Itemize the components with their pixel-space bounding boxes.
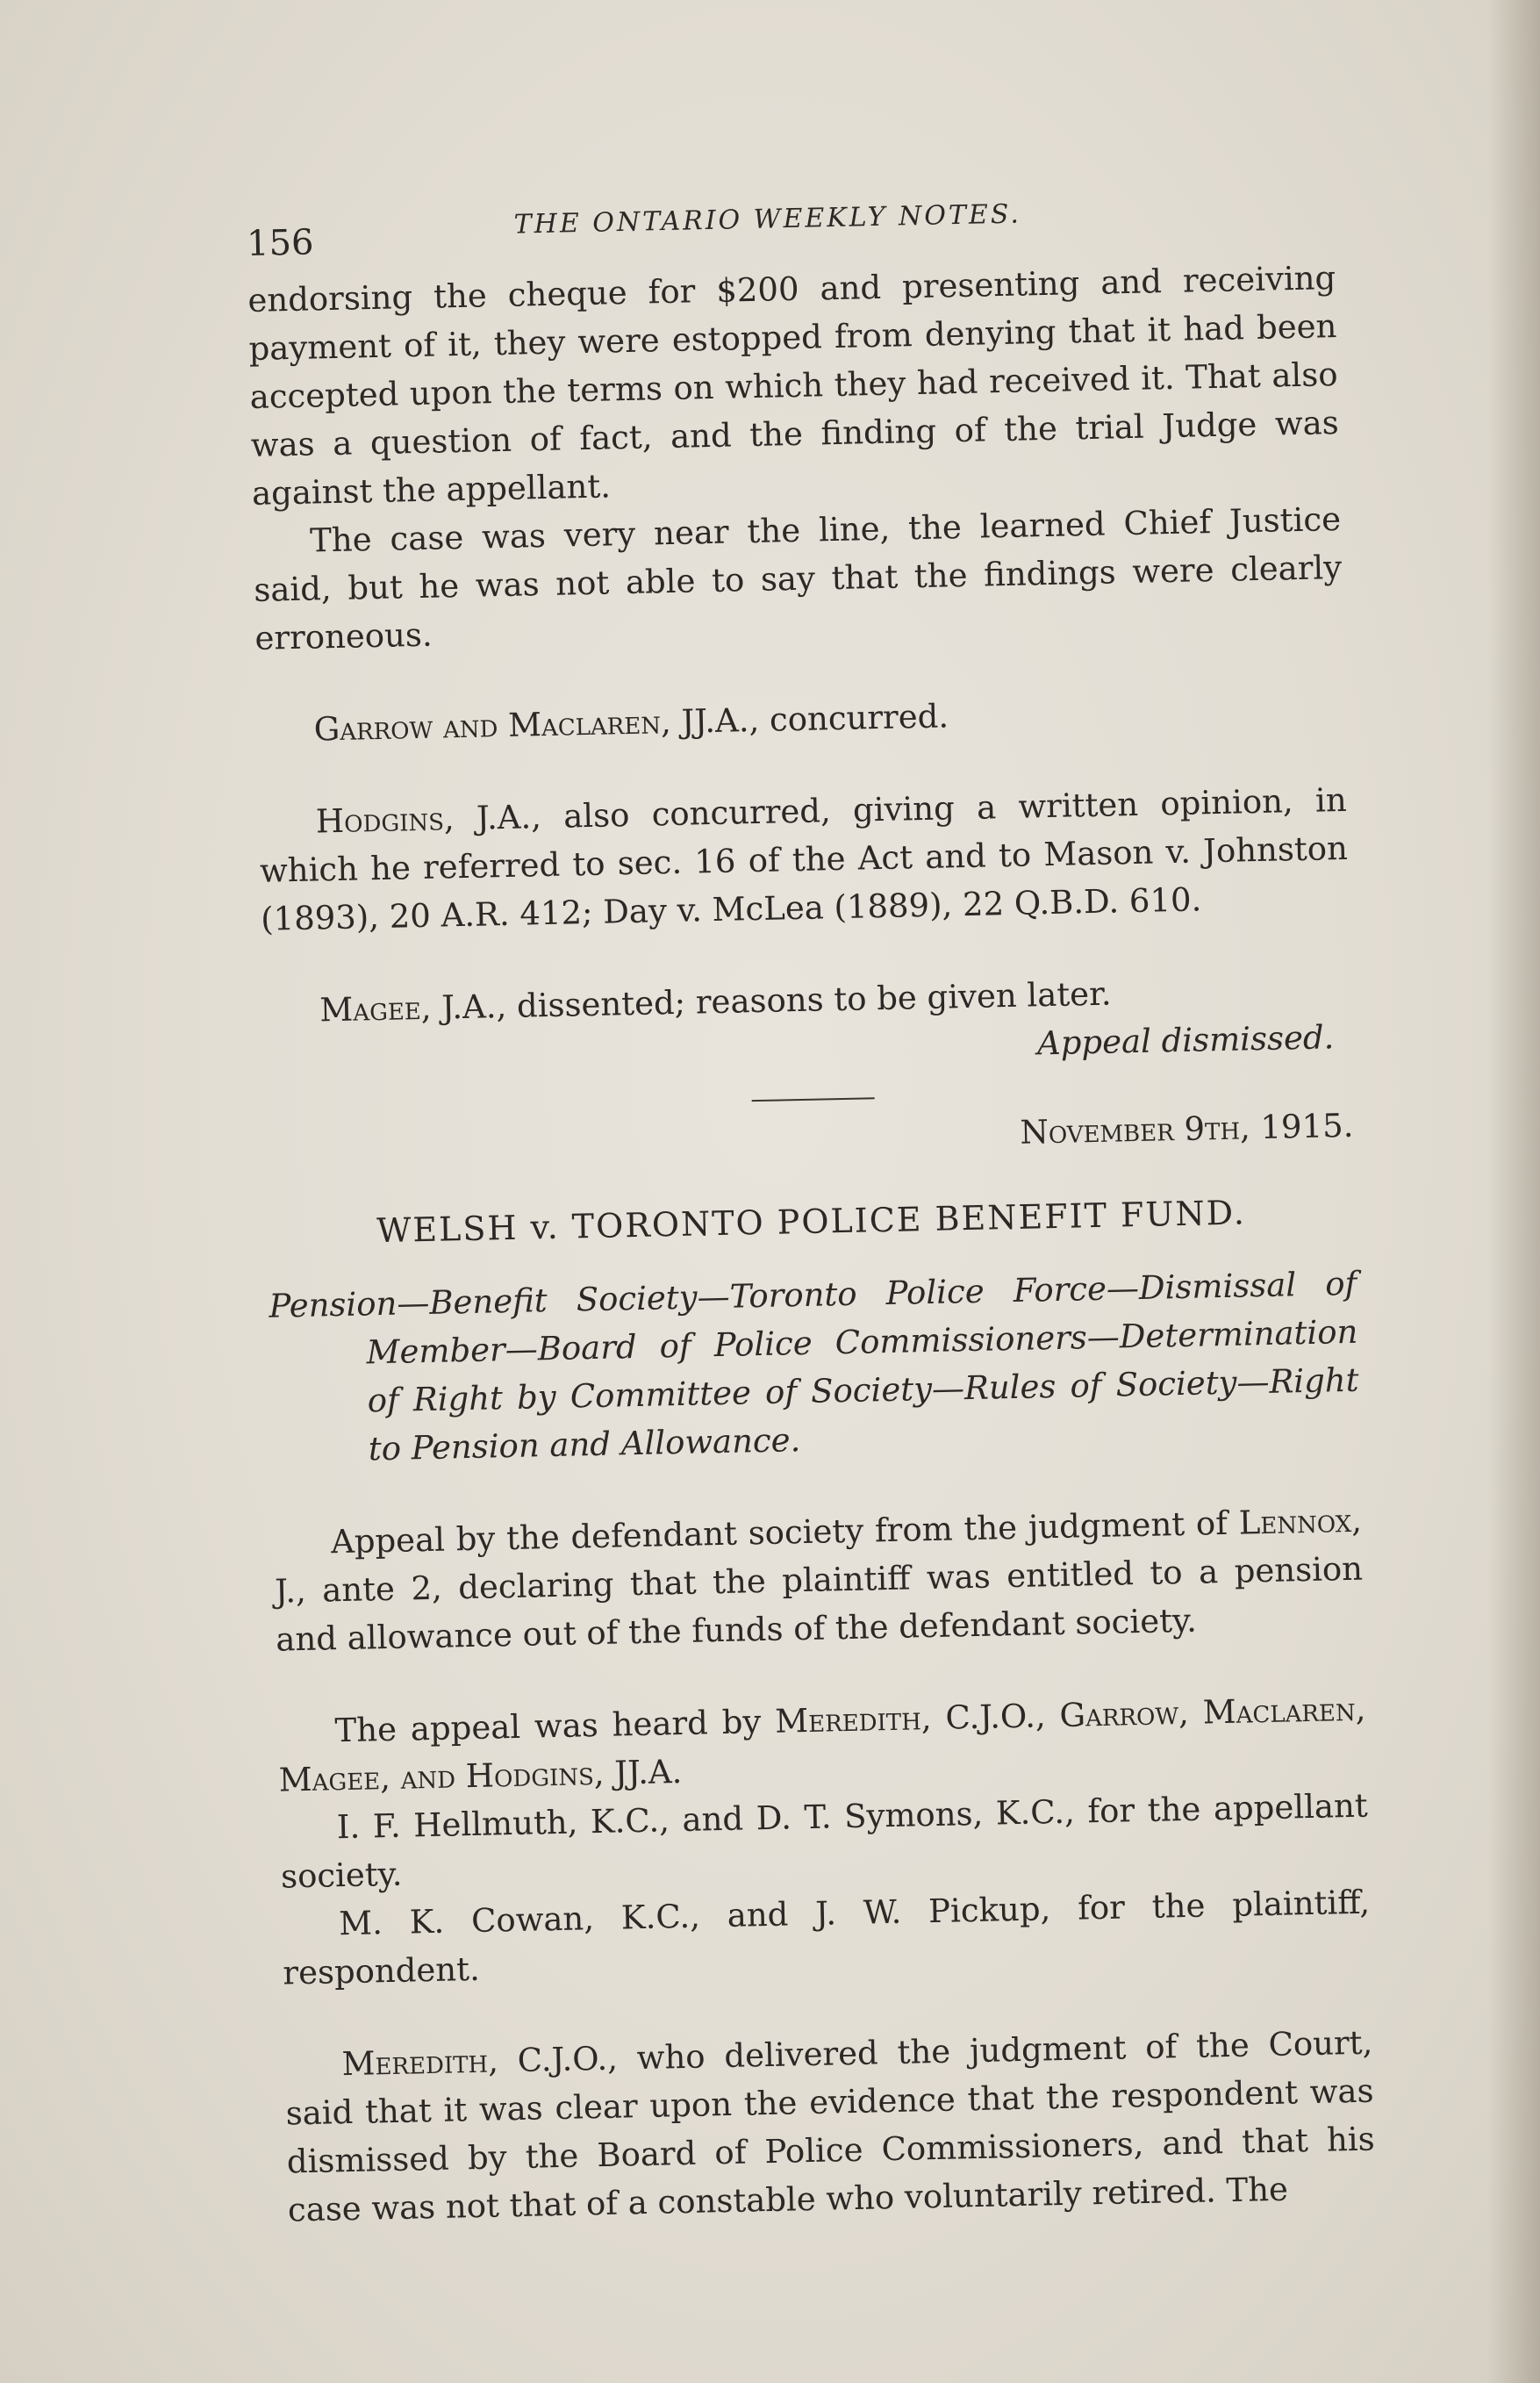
page-number: 156	[246, 222, 314, 264]
bench-names: Meredith, C.J.O., Garrow, Maclaren, Magee, and Hodgins, JJ.A.	[278, 1690, 1366, 1799]
paragraph-chief-justice: The case was very near the line, the learned Chief Justice said, but he was not able to say that the findings were clearly erroneous.	[253, 499, 1343, 657]
case-date: November 9th, 1915.	[1020, 1106, 1354, 1152]
paragraph-continuation: endorsing the cheque for $200 and presenting and receiving payment of it, they were estopped from denying that it had been accepted upon the terms on which they had received it. That also was a question of fact, and the finding of the trial Judge was against the appellant.	[247, 259, 1340, 513]
text-column	[246, 175, 1376, 2234]
paragraph-appeal	[274, 1497, 1365, 1664]
dissent-text: , dissented; reasons to be given later.	[496, 974, 1112, 1026]
paragraph-hodgins	[258, 776, 1349, 944]
appeal-text-end: , J., ante 2, declaring that the plaintiff was entitled to a pension and allowance out of the funds of the defendant society.	[274, 1501, 1364, 1659]
counsel-respondent: M. K. Cowan, K.C., and J. W. Pickup, for the plaintiff, respondent.	[282, 1883, 1371, 1992]
case-headnote: Pension—Benefit Society—Toronto Police Force—Dismissal of Member—Board of Police Commissioners—Determination of Right by Committee of Society—Rules of Society—Right to Pension and Allowance.	[269, 1264, 1359, 1468]
judge-name: Lennox	[1238, 1501, 1352, 1542]
hodgins-text: , also concurred, giving a written opinion, in which he referred to sec. 16 of the Act and to Mason v. Johnston (1893), 20 A.R. 412; Day v. McLea (1889), 22 Q.B.D. 610.	[259, 780, 1349, 938]
paragraph-judgment	[284, 2019, 1376, 2235]
counsel-appellant: I. F. Hellmuth, K.C., and D. T. Symons, K.C., for the appellant society.	[280, 1786, 1369, 1896]
case-title: WELSH v. TORONTO POLICE BENEFIT FUND.	[376, 1193, 1247, 1251]
judgment-text: , who delivered the judgment of the Court, said that it was clear upon the evidence that the respondent was dismissed by the Board of Police Commissioners, and that his case was not that of a constable who voluntarily retired. The	[285, 2023, 1376, 2229]
judge-name: Meredith, C.J.O.	[341, 2039, 608, 2084]
running-title: THE ONTARIO WEEKLY NOTES.	[513, 198, 1022, 240]
disposition: Appeal dismissed.	[1036, 1018, 1335, 1063]
judge-name: Magee, J.A.	[319, 987, 497, 1030]
judge-name: Hodgins, J.A.	[315, 798, 532, 841]
heard-text: The appeal was heard by	[334, 1702, 776, 1750]
paragraph-concurrence	[256, 684, 1345, 755]
judges-name: Garrow and Maclaren, JJ.A.	[313, 701, 749, 749]
section-divider	[752, 1097, 875, 1102]
concurrence-text: , concurred.	[749, 697, 949, 740]
appeal-text-start: Appeal by the defendant society from the judgment of	[330, 1504, 1240, 1561]
